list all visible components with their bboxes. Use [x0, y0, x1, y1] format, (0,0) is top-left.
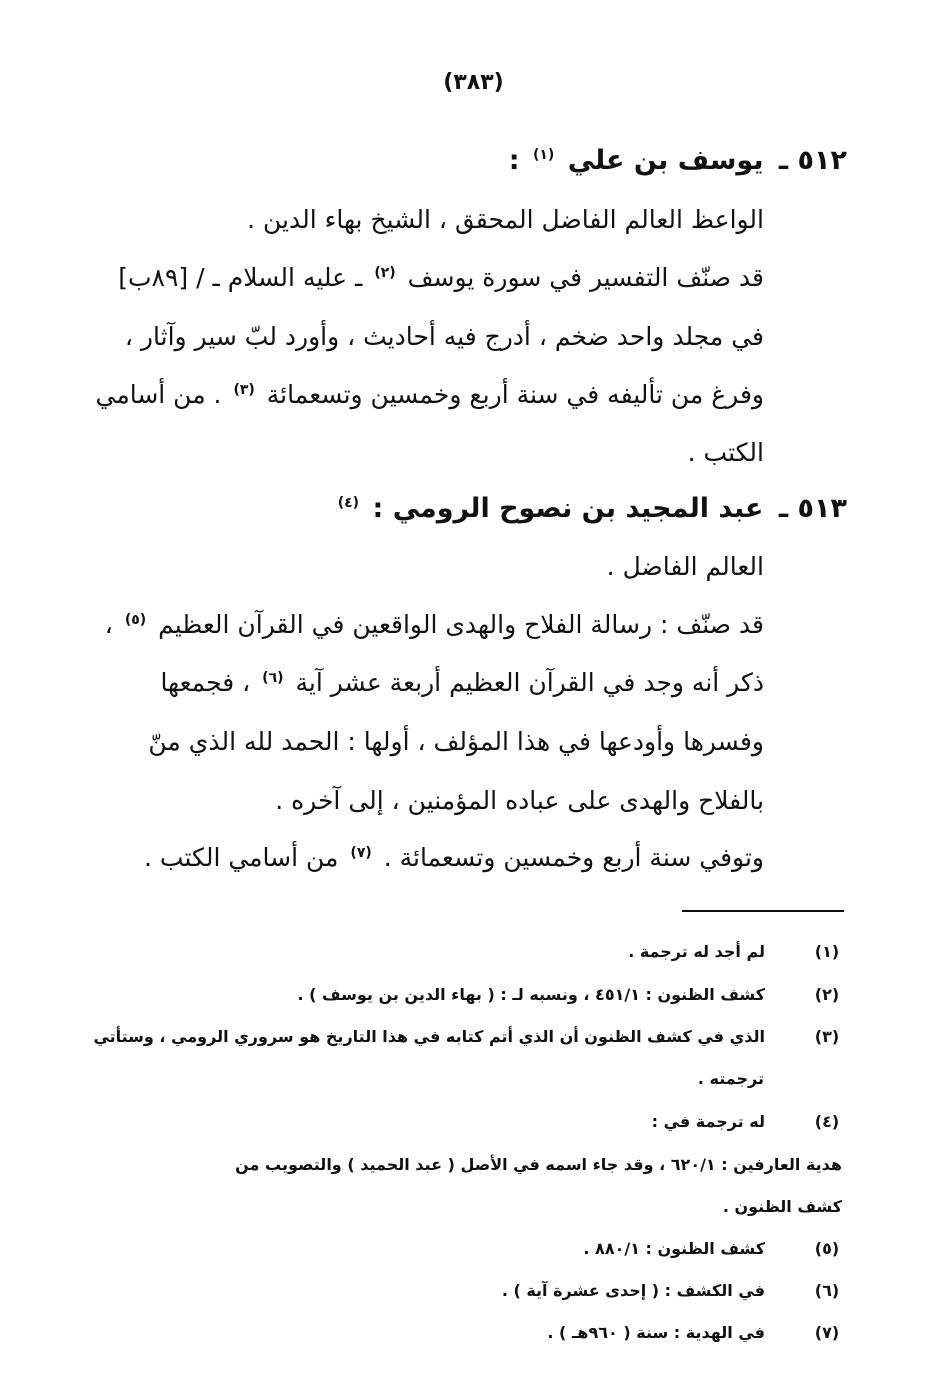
footnote-number: (١) [814, 942, 840, 961]
page-number: (٣٨٣) [443, 70, 504, 95]
line-text: . من أسامي [95, 380, 222, 409]
entry-line [144, 843, 764, 872]
footnote-text: في الهدية : سنة ( ٩٦٠هـ ) . [547, 1323, 765, 1342]
entry-name: عبد المجيد بن نصوح الرومي [392, 493, 764, 524]
entry-line [118, 263, 764, 292]
entry-line: العالم الفاضل . [606, 552, 764, 581]
footnote-ref: (٤) [337, 495, 360, 511]
footnote-text: في الكشف : ( إحدى عشرة آية ) . [501, 1281, 765, 1300]
footnote-ref: (٧) [350, 844, 372, 861]
entry-heading-513 [87, 493, 847, 524]
footnote-ref: (١) [532, 147, 555, 163]
footnote-number: (٦) [814, 1281, 840, 1300]
entry-colon: : [508, 145, 520, 176]
entry-name: يوسف بن علي [567, 145, 764, 176]
entry-line: بالفلاح والهدى على عباده المؤمنين ، إلى آخره . [275, 786, 764, 815]
line-text: وتوفي سنة أربع وخمسين وتسعمائة . [383, 843, 764, 872]
footnote-text: الذي في كشف الظنون أن الذي أتم كتابه في هذا التاريخ هو سروري الرومي ، وستأتي [93, 1027, 765, 1046]
footnote-text: كشف الظنون : ٤٥١/١ ، ونسبه لـ : ( بهاء الدين بن يوسف ) . [297, 985, 765, 1004]
entry-colon: : [372, 493, 384, 524]
entry-line: الكتب . [687, 438, 764, 467]
footnote-continuation: كشف الظنون . [722, 1197, 842, 1216]
entry-heading-512 [87, 145, 847, 176]
footnote-number: (٤) [814, 1112, 840, 1131]
footnote-number: (٥) [814, 1239, 840, 1258]
footnote-continuation: هدية العارفين : ٦٢٠/١ ، وقد جاء اسمه في الأصل ( عبد الحميد ) والتصويب من [235, 1155, 842, 1174]
entry-number: ٥١٣ ـ [778, 493, 847, 524]
footnote-text: كشف الظنون : ٨٨٠/١ . [583, 1239, 765, 1258]
footnote-ref: (٣) [233, 381, 255, 398]
footnote-number: (٧) [814, 1323, 840, 1342]
entry-line: في مجلد واحد ضخم ، أدرج فيه أحاديث ، وأورد لبّ سير وآثار ، [124, 322, 764, 351]
line-text: ذكر أنه وجد في القرآن العظيم أربعة عشر آية [295, 668, 764, 697]
entry-number: ٥١٢ ـ [778, 145, 847, 176]
footnote-text: له ترجمة في : [651, 1112, 765, 1131]
line-text: قد صنّف التفسير في سورة يوسف [407, 263, 764, 292]
entry-line [105, 610, 764, 639]
footnote-number: (٣) [814, 1027, 840, 1046]
footnote-separator [682, 910, 844, 912]
footnote-continuation: ترجمته . [697, 1069, 764, 1088]
entry-line [96, 380, 765, 409]
line-text: ، فجمعها [160, 668, 251, 697]
footnote-ref: (٢) [374, 264, 396, 281]
line-text: وفرغ من تأليفه في سنة أربع وخمسين وتسعمائة [266, 380, 764, 409]
line-text: ـ عليه السلام ـ / [٨٩ب] [118, 263, 363, 292]
footnote-ref: (٦) [262, 669, 284, 686]
entry-line: الواعظ العالم الفاضل المحقق ، الشيخ بهاء الدين . [247, 205, 764, 234]
footnote-number: (٢) [814, 985, 840, 1004]
footnote-ref: (٥) [124, 611, 147, 628]
line-text: ، [104, 610, 113, 639]
footnote-text: لم أجد له ترجمة . [628, 942, 765, 961]
entry-line [160, 668, 764, 697]
line-text: من أسامي الكتب . [144, 843, 339, 872]
line-text: قد صنّف : رسالة الفلاح والهدى الواقعين في القرآن العظيم [158, 610, 764, 639]
entry-line: وفسرها وأودعها في هذا المؤلف ، أولها : الحمد لله الذي منّ [148, 727, 764, 756]
